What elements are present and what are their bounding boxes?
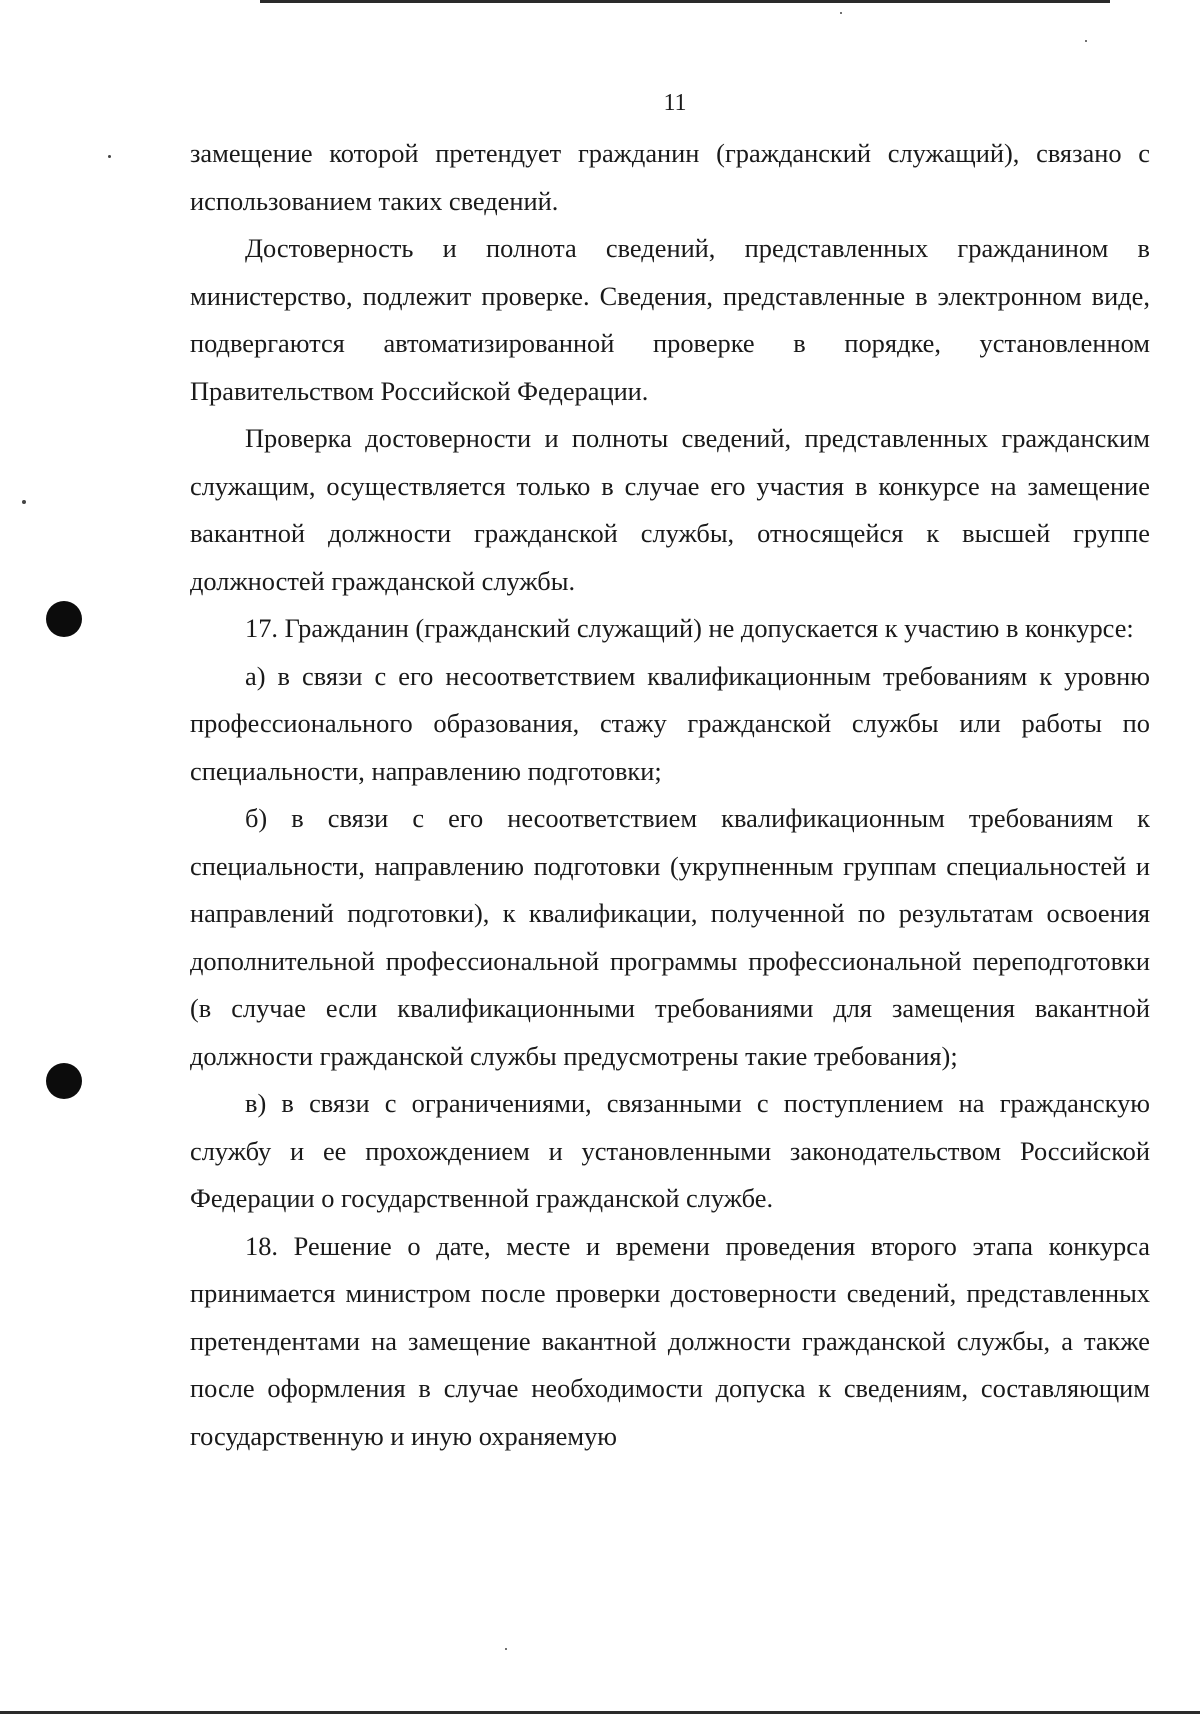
paragraph-continuation: замещение которой претендует гражданин (гражданский служащий), связано с использованием таких сведений.	[190, 138, 1150, 216]
clause-18: 18. Решение о дате, месте и времени проведения второго этапа конкурса принимается министром после проверки достоверности сведений, представленных претендентами на замещение вакантной должности гражданской службы, а также после оформления в случае необходимости допуска к сведениям, составляющим государственную и иную охраняемую	[190, 1230, 1150, 1451]
punch-hole	[46, 1063, 82, 1099]
scan-speck	[840, 12, 842, 14]
clause-17: 17. Гражданин (гражданский служащий) не допускается к участию в конкурсе:	[245, 613, 1134, 643]
clause-17-item-v: в) в связи с ограничениями, связанными с поступлением на гражданскую службу и ее прохождением и установленными законодательством Российской Федерации о государственной гражданской службе.	[190, 1088, 1150, 1213]
document-body	[190, 130, 1150, 1460]
paragraph-verification-scope: Проверка достоверности и полноты сведений, представленных гражданским служащим, осуществляется только в случае его участия в конкурсе на замещение вакантной должности гражданской службы, относящейся к высшей группе должностей гражданской службы.	[190, 423, 1150, 596]
scan-bottom-edge	[0, 1711, 1200, 1714]
scan-speck	[505, 1648, 507, 1650]
page-number: 11	[663, 90, 687, 116]
clause-17-item-a: а) в связи с его несоответствием квалификационным требованиям к уровню профессионального образования, стажу гражданской службы или работы по специальности, направлению подготовки;	[190, 660, 1150, 786]
scan-speck	[1085, 40, 1087, 42]
clause-17-item-b: б) в связи с его несоответствием квалификационным требованиям к специальности, направлению подготовки (укрупненным группам специальностей и направлений подготовки), к квалификации, полученной по результатам освоения дополнительной профессиональной программы профессиональной переподготовки (в случае если квалификационными требованиями для замещения вакантной должности гражданской службы предусмотрены такие требования);	[190, 803, 1150, 1071]
punch-hole	[46, 601, 82, 637]
scan-speck	[108, 155, 111, 158]
scan-speck	[22, 500, 26, 504]
paragraph-verification: Достоверность и полнота сведений, представленных гражданином в министерство, подлежит проверке. Сведения, представленные в электронном виде, подвергаются автоматизированной проверке в порядке, установленном Правительством Российской Федерации.	[190, 233, 1150, 406]
scan-top-edge	[260, 0, 1110, 3]
